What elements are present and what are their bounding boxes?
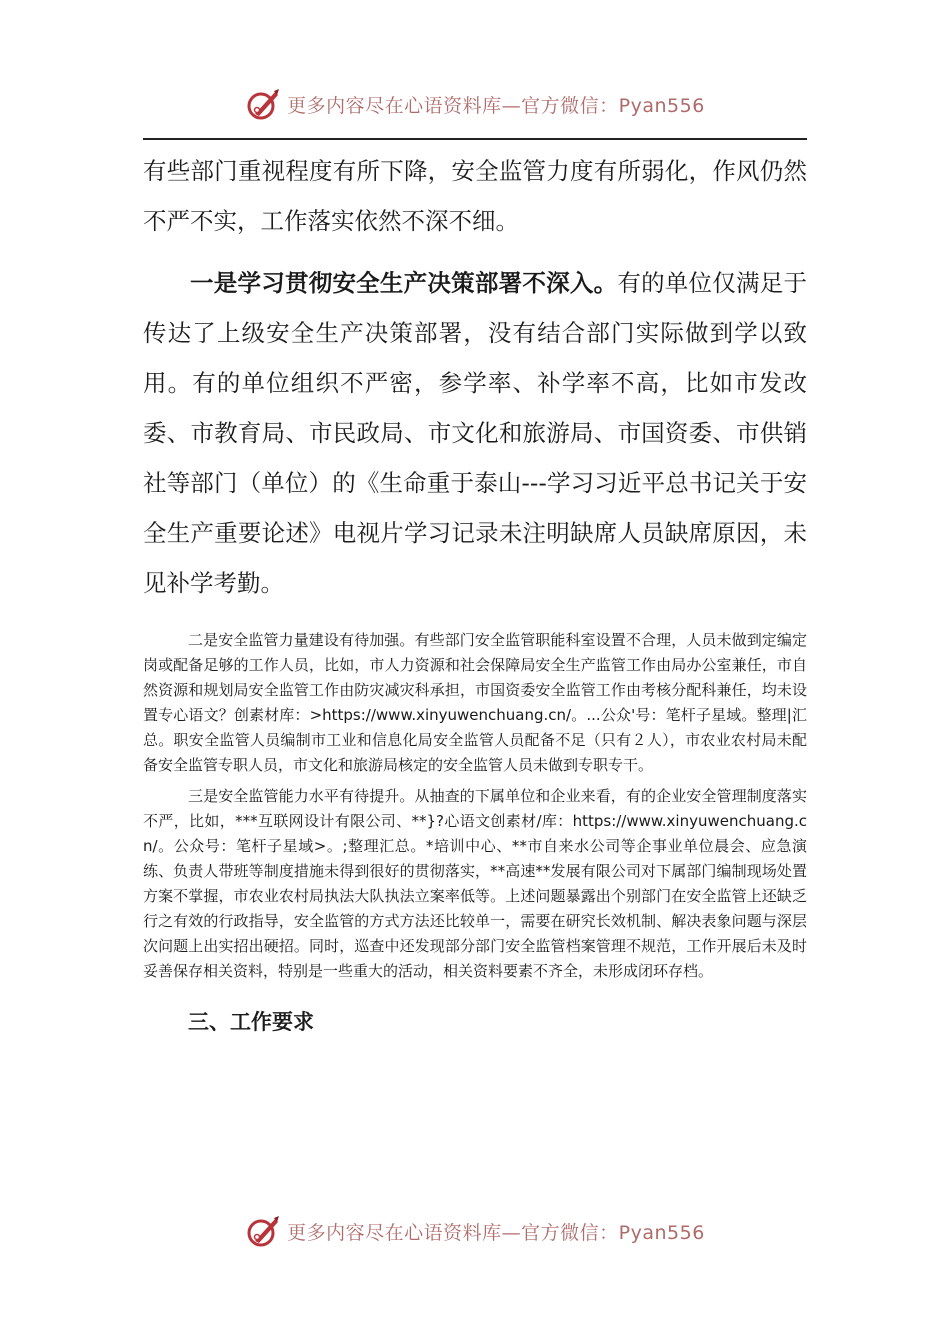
paragraph-supervision-staffing: 二是安全监管力量建设有待加强。有些部门安全监管职能科室设置不合理，人员未做到定编定岗或配备足够的工作人员，比如，市人力资源和社会保障局安全生产监管工作由局办公室兼任，市自然资源和规划局安全监管工作由防灾减灾科承担，市国资委安全监管工作由考核分配科兼任，均未设置专心语文？创素材库：>https://www.xinyuwenchuang.cn/。...公众'号：笔杆子星域。整理|汇总。职安全监管人员编制市工业和信息化局安全监管人员配备不足（只有２人），市农业农村局未配备安全监管专职人员，市文化和旅游局核定的安全监管人员未做到专职专干。 [143,631,807,774]
banner-text: 更多内容尽在心语资料库—官方微信：Pyan556 [287,1221,705,1244]
footer-banner [0,1211,950,1251]
paragraph-study-deployment [143,258,807,608]
paragraph-lead-bold: 一是学习贯彻安全生产决策部署不深入。 [190,269,618,297]
paragraph-body: 有的单位仅满足于传达了上级安全生产决策部署，没有结合部门实际做到学以致用。有的单位组织不严密，参学率、补学率不高，比如市发改委、市教育局、市民政局、市文化和旅游局、市国资委、市供销社等部门（单位）的《生命重于泰山---学习习近平总书记关于安全生产重要论述》电视片学习记录未注明缺席人员缺席原因，未见补学考勤。 [143,269,808,597]
paragraph-continuation: 有些部门重视程度有所下降，安全监管力度有所弱化，作风仍然不严不实，工作落实依然不深不细。 [143,157,807,235]
banner-text: 更多内容尽在心语资料库—官方微信：Pyan556 [287,94,705,117]
document-body [143,146,807,1042]
quill-logo-icon [245,86,281,122]
banner-wechat-id: Pyan556 [618,94,705,117]
paragraph-supervision-capability: 三是安全监管能力水平有待提升。从抽查的下属单位和企业来看，有的企业安全管理制度落实不严，比如，***互联网设计有限公司、**}?心语文创素材/库：https://www.xinyuwenchuang.cn/。公众号：笔杆子星域>。;整理汇总。*培训中心、**市自来水公司等企事业单位晨会、应急演练、负责人带班等制度措施未得到很好的贯彻落实，**高速**发展有限公司对下属部门编制现场处置方案不掌握，市农业农村局执法大队执法立案率低等。上述问题暴露出个别部门在安全监管上还缺乏行之有效的行政指导，安全监管的方式方法还比较单一，需要在研究长效机制、解决表象问题与深层次问题上出实招出硬招。同时，巡查中还发现部分部门安全监管档案管理不规范，工作开展后未及时妥善保存相关资料，特别是一些重大的活动，相关资料要素不齐全，未形成闭环存档。 [143,787,807,980]
quill-logo-icon [245,1213,281,1249]
banner-wechat-id: Pyan556 [618,1221,705,1244]
header-rule [143,138,807,140]
section-heading: 三、工作要求 [188,1010,314,1034]
header-banner [0,84,950,124]
